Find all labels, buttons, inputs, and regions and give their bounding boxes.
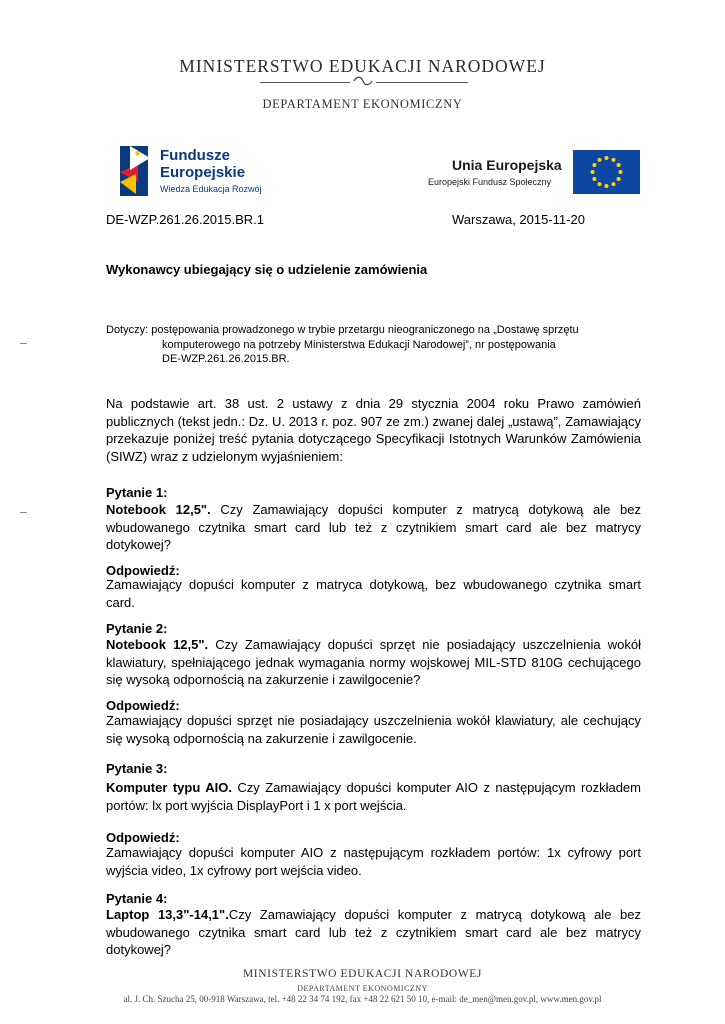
- question-label: Pytanie 2:: [106, 621, 168, 636]
- question-body: Czy Zamawiający dopuści sprzęt nie posiadający uszczelnienia wokół klawiatury, spełniającego jednak wymagania normy wojskowej MIL-STD 810G cechującego się wysoką odpornością na zakurzenie i zawilgocenie?: [106, 637, 641, 687]
- question-text: [106, 501, 641, 554]
- header-rule-left: [260, 82, 350, 83]
- ue-fund-name: Europejski Fundusz Społeczny: [428, 177, 552, 187]
- ue-name: Unia Europejska: [452, 157, 562, 173]
- concern-line-2: komputerowego na potrzeby Ministerstwa Edukacji Narodowej”, nr postępowania: [162, 338, 556, 351]
- answer-label: Odpowiedź:: [106, 830, 180, 845]
- margin-mark: [20, 343, 27, 344]
- ministry-header: MINISTERSTWO EDUKACJI NARODOWEJ: [179, 56, 546, 76]
- header-rule-right: [376, 82, 468, 83]
- question-body: Czy Zamawiający dopuści komputer AIO z następującym rozkładem portów: lx port wyjścia DisplayPort i 1 x port wejścia.: [106, 780, 641, 813]
- footer-ministry: MINISTERSTWO EDUKACJI NARODOWEJ: [242, 968, 482, 980]
- answer-text: Zamawiający dopuści komputer z matryca dotykową, bez wbudowanego czytnika smart card.: [106, 577, 641, 610]
- addressee: Wykonawcy ubiegający się o udzielenie zamówienia: [106, 262, 428, 277]
- question-label: Pytanie 4:: [106, 891, 168, 906]
- question-text: [106, 636, 641, 689]
- answer-label: Odpowiedź:: [106, 698, 180, 713]
- answer-text: Zamawiający dopuści komputer AIO z następującym rozkładem portów: 1x cyfrowy port wyjścia video, 1x cyfrowy port wejścia video.: [106, 845, 641, 878]
- question-subject: Laptop 13,3"-14,1".: [106, 907, 229, 922]
- eu-flag-icon: [573, 150, 640, 194]
- question-label: Pytanie 3:: [106, 761, 168, 776]
- fe-line1: Fundusze: [160, 147, 230, 164]
- footer-department: DEPARTAMENT EKONOMICZNY: [297, 984, 428, 993]
- document-reference: DE-WZP.261.26.2015.BR.1: [106, 212, 265, 227]
- question-text: [106, 906, 641, 959]
- question-body: Czy Zamawiający dopuści komputer z matrycą dotykową ale bez wbudowanego czytnika smart card lub też z czytnikiem smart card ale bez matrycy dotykowej?: [106, 907, 642, 957]
- concern-line-1: postępowania prowadzonego w trybie przetargu nieograniczonego na „Dostawę sprzętu: [151, 324, 579, 336]
- concern-label: Dotyczy:: [106, 324, 149, 336]
- place-date: Warszawa, 2015-11-20: [452, 212, 585, 227]
- question-text: [106, 779, 641, 814]
- answer-label: Odpowiedź:: [106, 563, 180, 578]
- question-subject: Komputer typu AIO.: [106, 780, 232, 795]
- margin-mark: [20, 512, 27, 513]
- fe-logo-subtitle: Wiedza Edukacja Rozwój: [160, 184, 262, 194]
- question-subject: Notebook 12,5".: [106, 502, 211, 517]
- answer-text: Zamawiający dopuści sprzęt nie posiadający uszczelnienia wokół klawiatury, ale cechujący się wysoką odpornością na zakurzenie i zawilgocenie.: [106, 713, 641, 746]
- department-header: DEPARTAMENT EKONOMICZNY: [262, 97, 463, 111]
- footer-address: al. J. Ch. Szucha 25, 00-918 Warszawa, tel. +48 22 34 74 192, fax +48 22 621 50 10, e-mail: de_men@men.gov.pl, www.men.gov.pl: [123, 994, 602, 1004]
- fe-line2: Europejskie: [160, 164, 246, 181]
- question-label: Pytanie 1:: [106, 485, 168, 500]
- fe-logo-text: [160, 147, 245, 181]
- fundusze-europejskie-logo-icon: [116, 142, 156, 200]
- concern-line-3: DE-WZP.261.26.2015.BR.: [162, 353, 290, 365]
- header-ornament-icon: [352, 74, 374, 88]
- question-body: Czy Zamawiający dopuści komputer z matrycą dotykową ale bez wbudowanego czytnika smart card lub też z czytnikiem smart card ale bez matrycy dotykowej?: [106, 502, 641, 552]
- question-subject: Notebook 12,5".: [106, 637, 209, 652]
- concern-block: [106, 323, 641, 367]
- intro-paragraph: Na podstawie art. 38 ust. 2 ustawy z dnia 29 stycznia 2004 roku Prawo zamówień publicznych (tekst jedn.: Dz. U. 2013 r. poz. 907 ze zm.) zwanej dalej „ustawą”, Zamawiający przekazuje poniżej treść pytania dotyczącego Specyfikacji Istotnych Warunków Zamówienia (SIWZ) wraz z udzielonym wyjaśnieniem:: [106, 396, 641, 464]
